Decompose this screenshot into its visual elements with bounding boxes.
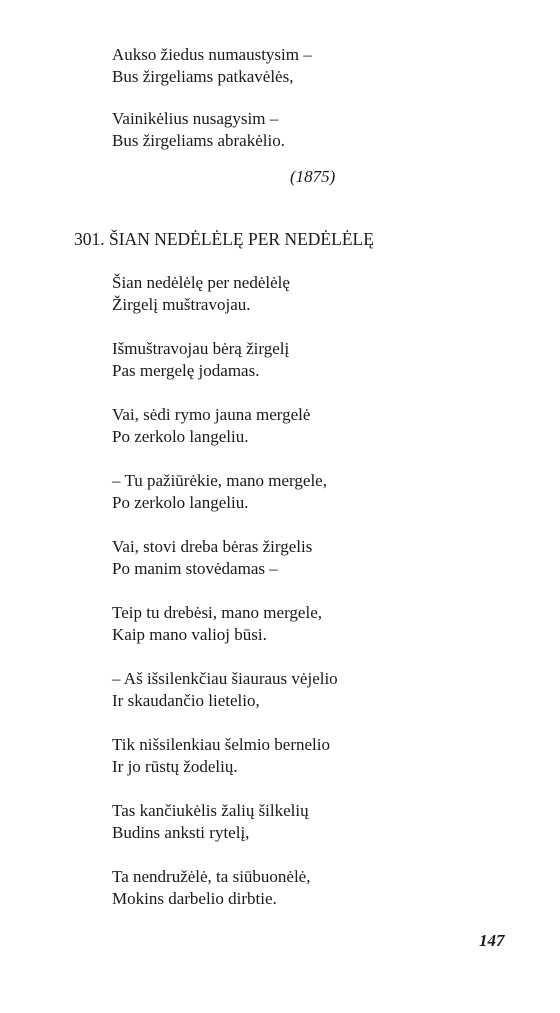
verse-line: Vai, stovi dreba bėras žirgelis bbox=[112, 537, 313, 556]
verse-line: Po zerkolo langeliu. bbox=[112, 493, 249, 512]
verse-line: Žirgelį muštravojau. bbox=[112, 295, 251, 314]
song-heading bbox=[74, 228, 374, 250]
verse-line: Šian nedėlėlę per nedėlėlę bbox=[112, 273, 290, 292]
verse-line: Bus žirgeliams patkavėlės, bbox=[112, 67, 294, 86]
verse-line: Po zerkolo langeliu. bbox=[112, 427, 249, 446]
verse-line: Ta nendružėlė, ta siūbuonėlė, bbox=[112, 867, 311, 886]
verse-line: Po manim stovėdamas – bbox=[112, 559, 278, 578]
verse-line: Pas mergelę jodamas. bbox=[112, 361, 260, 380]
verse-line: Teip tu drebėsi, mano mergele, bbox=[112, 603, 322, 622]
verse-line: – Aš išsilenkčiau šiauraus vėjelio bbox=[112, 669, 338, 688]
page-number: 147 bbox=[479, 931, 505, 950]
verse-line: Ir jo rūstų žodelių. bbox=[112, 757, 238, 776]
verse-line: Bus žirgeliams abrakėlio. bbox=[112, 131, 285, 150]
verse-line: Vai, sėdi rymo jauna mergelė bbox=[112, 405, 311, 424]
verse-line: Vainikėlius nusagysim – bbox=[112, 109, 279, 128]
verse-line: Tas kančiukėlis žalių šilkelių bbox=[112, 801, 309, 820]
verse-line: Mokins darbelio dirbtie. bbox=[112, 889, 277, 908]
verse-line: Budins anksti rytelį, bbox=[112, 823, 250, 842]
verse-line: Aukso žiedus numaustysim – bbox=[112, 45, 312, 64]
song-date: (1875) bbox=[290, 167, 336, 186]
verse-line: Kaip mano valioj būsi. bbox=[112, 625, 267, 644]
verse-line: Ir skaudančio lietelio, bbox=[112, 691, 260, 710]
song-number: 301. bbox=[74, 229, 105, 249]
song-title: ŠIAN NEDĖLĖLĘ PER NEDĖLĖLĘ bbox=[109, 229, 374, 249]
verse-line: Išmuštravojau bėrą žirgelį bbox=[112, 339, 290, 358]
verse-line: Tik nišsilenkiau šelmio bernelio bbox=[112, 735, 331, 754]
verse-line: – Tu pažiūrėkie, mano mergele, bbox=[112, 471, 327, 490]
